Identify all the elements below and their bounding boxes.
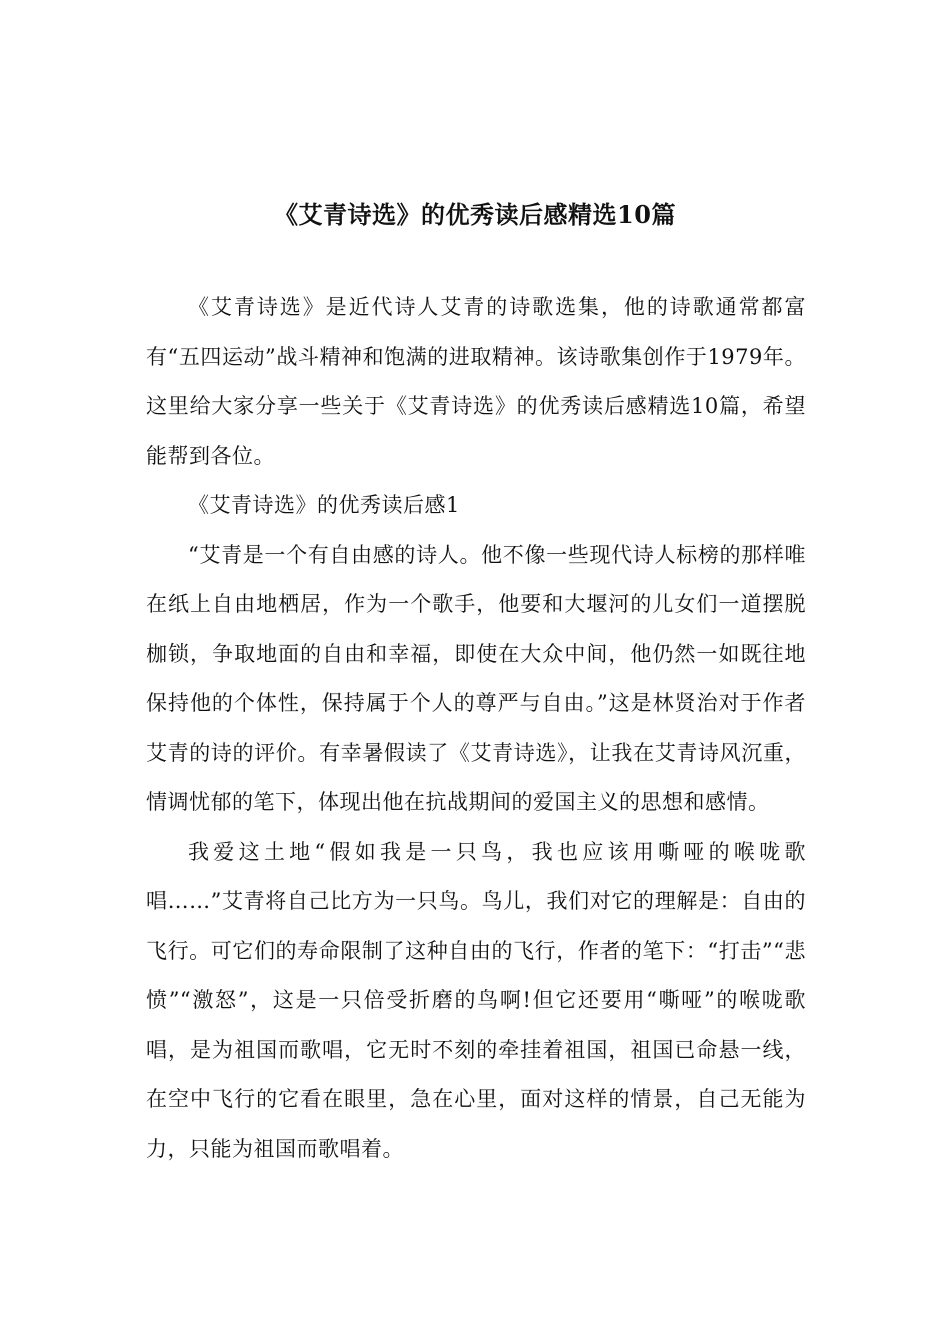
section-heading: 《艾青诗选》的优秀读后感1 bbox=[188, 493, 460, 517]
paragraph-quote: “艾青是一个有自由感的诗人。他不像一些现代诗人标榜的那样唯在纸上自由地栖居，作为一个歌手，他要和大堰河的儿女们一道摆脱枷锁，争取地面的自由和幸福，即使在大众中间，他仍然一如既往地保持他的个体性，保持属于个人的尊严与自由。”这是林贤治对于作者艾青的诗的评价。有幸暑假读了《艾青诗选》，让我在艾青诗风沉重，情调忧郁的笔下，体现出他在抗战期间的爱国主义的思想和感情。 bbox=[146, 542, 806, 814]
paragraph-poem-analysis: 我爱这土地“假如我是一只鸟，我也应该用嘶哑的喉咙歌唱……”艾青将自己比方为一只鸟。鸟儿，我们对它的理解是：自由的飞行。可它们的寿命限制了这种自由的飞行，作者的笔下：“打击”“悲愤”“激怒”，这是一只倍受折磨的鸟啊!但它还要用“嘶哑”的喉咙歌唱，是为祖国而歌唱，它无时不刻的牵挂着祖国，祖国已命悬一线，在空中飞行的它看在眼里，急在心里，面对这样的情景，自己无能为力，只能为祖国而歌唱着。 bbox=[146, 839, 806, 1161]
document-title: 《艾青诗选》的优秀读后感精选10篇 bbox=[274, 200, 676, 230]
paragraph-intro: 《艾青诗选》是近代诗人艾青的诗歌选集，他的诗歌通常都富有“五四运动”战斗精神和饱满的进取精神。该诗歌集创作于1979年。这里给大家分享一些关于《艾青诗选》的优秀读后感精选10篇，希望能帮到各位。 bbox=[146, 295, 806, 468]
document-body bbox=[146, 283, 806, 1174]
